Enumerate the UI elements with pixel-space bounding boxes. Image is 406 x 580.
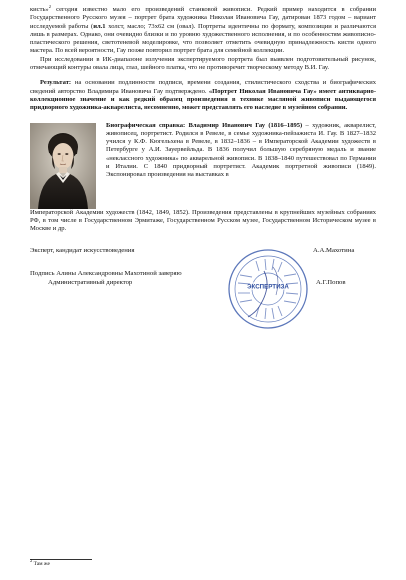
- biography-title: Биографическая справка: Владимир Иванович Гау (1816–1895): [106, 121, 303, 129]
- result-paragraph: [30, 79, 376, 112]
- biography-section: [30, 122, 376, 209]
- director-name: А.Г.Попов: [316, 279, 346, 287]
- artist-portrait-image: [30, 123, 96, 209]
- biography-intro: [106, 122, 376, 180]
- biography-continuation: Императорской Академии художеств (1842, 1849, 1852). Произведения представлены в крупнейших музейных собраниях РФ, в том числе в Государственном Эрмитаже, Государственном Русском музее, Государственном Историческом музее в Москве и др.: [30, 208, 376, 233]
- signature-block: [30, 243, 376, 335]
- ir-paragraph: При исследовании в ИК-диапазоне излучения экспертируемого портрета был выявлен подготовительный рисунок, отмечающий контуры овала лица, глаз, шейного платка, что не противоречит творческому методу В.И. Гау.: [30, 55, 376, 72]
- footnote: [30, 558, 50, 567]
- biography-text: – художник, акварелист, живописец, портретист. Родился в Ревеле, в семье художника-пейзажиста И. Гау. В 1827–1832 учился у К.Ф. Кюгельхена в Ревеле, в 1832–1836 – в Императорской Академии художеств в Петербурге у А.И. Зауервейльда. В 1836 получил большую серебряную медаль и звание «неклассного художника» по акварельной живописи. В 1838–1840 путешествовал по Германии и Италии. С 1840 придворный портретист. Академик портретной живописи (1849). Экспонировал произведения на выставках в: [106, 121, 376, 179]
- biography-text-block: [106, 122, 376, 209]
- spacer: [30, 72, 376, 79]
- footnote-divider: [30, 559, 92, 560]
- illustration-reference: ил.1: [93, 22, 106, 30]
- result-text: на основании подлинности подписи, времени создания, стилистического сходства и биографических сведений авторство Владимира Ивановича Гау подтверждено.: [30, 79, 376, 95]
- intro-part-2: сегодня известно мало его произведений станковой живописи. Редкий пример находится в собрании Государственного Русского музея – портрет брата художника Николая Ивановича Гау, датирован 1873 годом – вариант исследуемой работы (: [30, 6, 376, 30]
- stamp-center-text: ЭКСПЕРТИЗА: [247, 283, 289, 291]
- organization-stamp-icon: [226, 247, 310, 331]
- signature-confirmation-label: Подпись Алины Александровны Махотиной заверяю: [30, 270, 182, 278]
- intro-paragraph: [30, 3, 376, 56]
- footnote-number: 2: [30, 558, 33, 564]
- expert-name: А.А.Махотина: [313, 247, 355, 255]
- footnote-reference: 2: [48, 3, 51, 9]
- result-conclusion: «Портрет Николая Ивановича Гау» имеет антикварно-коллекционное значение и как редкий образец произведения в технике масляной живописи выдающегося придворного художника-акварелиста, несомненно, может представлять его наследие в музейном собрании.: [30, 87, 377, 112]
- director-title: Административный директор: [48, 279, 133, 287]
- expert-label: Эксперт, кандидат искусствоведения: [30, 247, 135, 255]
- intro-part-3: холст, масло; 73х62 см (овал). Портреты идентичны по формату, композиции и различаются лишь в размерах. Однако, они очевидно близки и по уровню художественного исполнения, и по особенностям живописно-пластического решения, светотеневой моделировке, что позволяет отметить очевидную принадлежность кисти одного мастера. По всей вероятности, Гау позже повторил портрет брата для семейной коллекции.: [30, 22, 376, 55]
- footnote-text: Там же: [32, 561, 50, 567]
- intro-part-1: кисть»: [30, 6, 49, 13]
- result-label: Результат:: [40, 79, 72, 87]
